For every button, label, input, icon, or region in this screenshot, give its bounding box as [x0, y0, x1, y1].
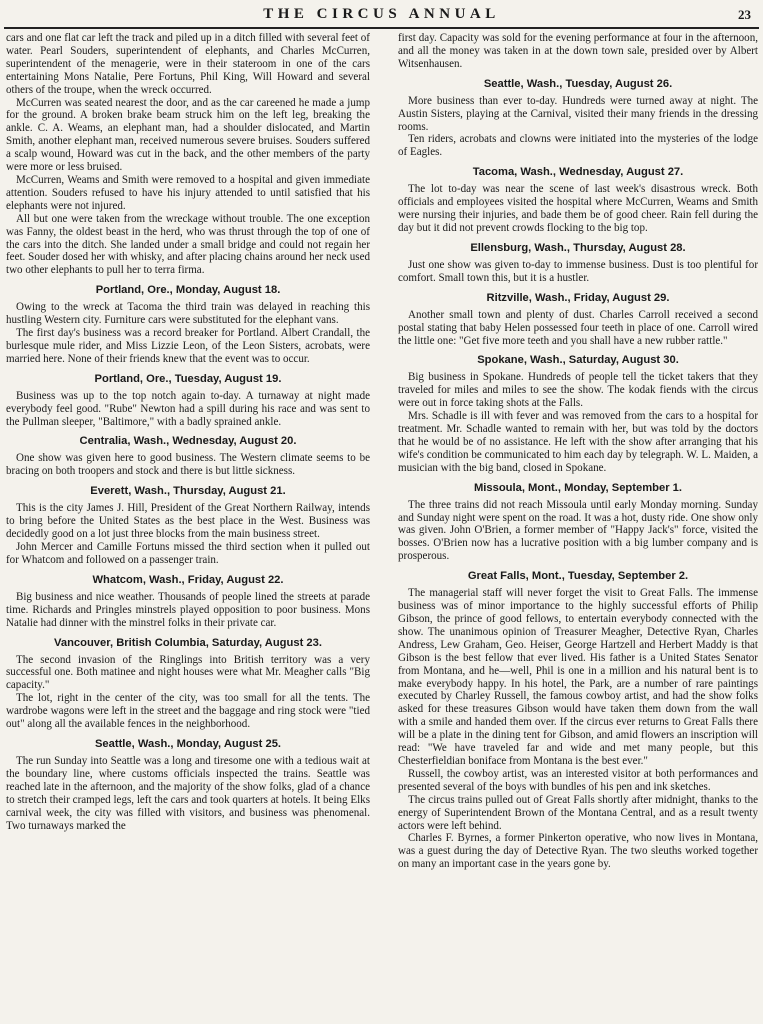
- dated-entry: [398, 242, 758, 285]
- entry-heading: Spokane, Wash., Saturday, August 30.: [477, 354, 679, 367]
- dated-entry: [6, 574, 370, 630]
- body-paragraph: McCurren, Weams and Smith were removed to a hospital and given immediate attention. Souders refused to have his injury attended to until satisfied that his elephants were not injured.: [6, 173, 370, 212]
- body-paragraph: Another small town and plenty of dust. Charles Carroll received a second postal stating that baby Helen possessed four teeth in place of one. Carroll wired the little one: "Get five more teeth and you shall have a new rubber rattle.": [398, 308, 758, 347]
- left-column: [6, 32, 370, 1022]
- body-paragraph: John Mercer and Camille Fortuns missed the third section when it pulled out for Whatcom and followed on a passenger train.: [6, 541, 370, 566]
- body-paragraph: The circus trains pulled out of Great Falls shortly after midnight, thanks to the energy of Superintendent Brown of the Montana Central, and as a result twenty actors were left behind.: [398, 793, 758, 832]
- entry-heading: Missoula, Mont., Monday, September 1.: [473, 481, 683, 494]
- body-paragraph: One show was given here to good business. The Western climate seems to be bracing on both troopers and stock and there is but little sickness.: [6, 452, 370, 478]
- dated-entry: [398, 78, 758, 160]
- body-paragraph: Big business in Spokane. Hundreds of people tell the ticket takers that they traveled for miles and miles to see the show. The kodak fiends with the circus were out in force taking shots at the Falls.: [398, 371, 758, 410]
- entry-heading: Ellensburg, Wash., Thursday, August 28.: [470, 241, 686, 254]
- entry-heading: Centralia, Wash., Wednesday, August 20.: [79, 435, 297, 448]
- body-paragraph: Charles F. Byrnes, a former Pinkerton operative, who now lives in Montana, was a guest during the day of Detective Ryan. The two sleuths worked together on many an important case in the years gone by.: [398, 832, 758, 871]
- body-paragraph: Just one show was given to-day to immense business. Dust is too plentiful for comfort. Small town this, but it is a hustler.: [398, 258, 758, 284]
- dated-entry: [6, 373, 370, 429]
- dated-entry: [398, 482, 758, 564]
- dated-entry: [6, 284, 370, 366]
- body-paragraph: first day. Capacity was sold for the evening performance at four in the afternoon, and all the money was taken in at the down town sale, presided over by Albert Witsenhausen.: [398, 32, 758, 70]
- page-title: THE CIRCUS ANNUAL: [263, 6, 500, 22]
- body-paragraph: Ten riders, acrobats and clowns were initiated into the mysteries of the lodge of Eagles.: [398, 133, 758, 159]
- body-paragraph: The second invasion of the Ringlings into British territory was a very successful one. Both matinee and night houses were what Mr. Meagher calls "Big capacity.": [6, 653, 370, 692]
- dated-entry: [6, 637, 370, 731]
- body-paragraph: The run Sunday into Seattle was a long and tiresome one with a tedious wait at the boundary line, where customs officials inspected the trains. Seattle was reached late in the afternoon, and the majority of the show folks, glad of a chance to stretch their cramped legs, left the cars and took quarters at hotels. It being Elks carnival week, the city was filled with visitors, and business was phenomenal. Two turnaways marked the: [6, 754, 370, 832]
- body-paragraph: Mrs. Schadle is ill with fever and was removed from the cars to a hospital for treatment. Mr. Schadle wanted to remain with her, but was told by the doctors that he would be of no assistance. He left with the show after arranging that his wife's condition be communicated to him each day by telegraph. W. L. Maiden, a musician with the big band, closed in Spokane.: [398, 410, 758, 474]
- entry-heading: Seattle, Wash., Tuesday, August 26.: [483, 77, 673, 90]
- body-paragraph: Big business and nice weather. Thousands of people lined the streets at parade time. Richards and Pringles minstrels played opposition to poor business. Mons Natalie had dinner with the minstrel folks in their private car.: [6, 590, 370, 629]
- body-paragraph: All but one were taken from the wreckage without trouble. The one exception was Fanny, the oldest beast in the herd, who was thrust through the top of one of the cars into the ditch. She landed under a small bridge and could not regain her feet. Souder dosed her with whisky, and after placing chains around her neck used two other elephants to pull her to terra firma.: [6, 212, 370, 277]
- dated-entry: [6, 485, 370, 567]
- body-paragraph: The managerial staff will never forget the visit to Great Falls. The immense business was of minor importance to the highly successful efforts of Philip Gibson, the prince of good fellows, to entertain everybody connected with the show. The unanimous opinion of Treasurer Meagher, Detective Ryan, Charles Andress, Lew Graham, Geo. Heiser, George Hartzell and Herbert Maddy is that Gibson is the best fellow that ever lived. His father is a United States Senator from Montana, and he—well, Phil is one in a million and his natural bent is to make everybody happy. In his hotel, the Park, are a number of rare paintings executed by Charley Russell, the famous cowboy artist, and had the show folks asked for these treasures Gibson would have taken them down from the wall with a smile and handed them over. If the circus ever returns to Great Falls there will be a plate in the dining tent for Gibson, and amid flowers an inscription will read: "We have traveled far and wide and met many people, but this Chesterfieldian boniface from Montana is the best ever.": [398, 587, 758, 767]
- body-paragraph: Business was up to the top notch again to-day. A turnaway at night made everybody feel good. "Rube" Newton had a spill during his race and was sent to the Pullman sleeper, "Baltimore," with a badly sprained ankle.: [6, 389, 370, 428]
- body-paragraph: cars and one flat car left the track and piled up in a ditch filled with several feet of water. Pearl Souders, superintendent of elephants, and Charles McCurren, superintendent of the menagerie, were in their stateroom in one of the cars entertaining Mons Natalie, Pere Fortuns, Phil King, Will Howard and several others of the troupe, when the wreck occurred.: [6, 32, 370, 96]
- entry-heading: Seattle, Wash., Monday, August 25.: [94, 737, 282, 750]
- entry-heading: Portland, Ore., Monday, August 18.: [95, 284, 281, 297]
- body-paragraph: The lot to-day was near the scene of last week's disastrous wreck. Both officials and employees visited the hospital where McCurren, Weams and Smith were nursing their injuries, and bade them be of good cheer. Rain fell during the day but it did not prevent crowds flocking to the big top.: [398, 183, 758, 234]
- header-rule: [4, 27, 759, 29]
- dated-entry: [6, 738, 370, 832]
- entry-heading: Whatcom, Wash., Friday, August 22.: [92, 573, 284, 586]
- entry-heading: Portland, Ore., Tuesday, August 19.: [94, 372, 282, 385]
- body-paragraph: Owing to the wreck at Tacoma the third train was delayed in reaching this hustling Western city. Furniture cars were substituted for the elephant vans.: [6, 301, 370, 327]
- entry-heading: Tacoma, Wash., Wednesday, August 27.: [472, 166, 684, 179]
- page-number: 23: [738, 7, 751, 22]
- body-paragraph: More business than ever to-day. Hundreds were turned away at night. The Austin Sisters, playing at the Carnival, visited their many friends in the dressing rooms.: [398, 94, 758, 133]
- body-paragraph: The lot, right in the center of the city, was too small for all the tents. The wardrobe wagons were left in the street and the baggage and ring stock were "tied out" along all the available fences in the neighborhood.: [6, 692, 370, 731]
- body-paragraph: McCurren was seated nearest the door, and as the car careened he made a jump for the ground. A broken brake beam struck him on the left leg, breaking the ankle. C. A. Weams, an elephant man, had a shoulder dislocated, and Martin Smith, another elephant man, received numerous severe bruises. Souders suffered a scalp wound, Howard was cut in the back, and the other members of the party were more or less bruised.: [6, 96, 370, 174]
- dated-entry: [6, 435, 370, 478]
- body-paragraph: This is the city James J. Hill, President of the Great Northern Railway, intends to bring before the United States as the best place in the West. Business was decidedly good on a lot just three blocks from the main business street.: [6, 502, 370, 541]
- entry-heading: Vancouver, British Columbia, Saturday, August 23.: [54, 636, 322, 649]
- running-head: [0, 6, 763, 26]
- entry-heading: Ritzville, Wash., Friday, August 29.: [486, 291, 670, 304]
- body-paragraph: Russell, the cowboy artist, was an interested visitor at both performances and presented several of the boys with bundles of his pen and ink sketches.: [398, 767, 758, 793]
- dated-entry: [398, 354, 758, 474]
- dated-entry: [398, 570, 758, 871]
- dated-entry: [398, 166, 758, 235]
- body-paragraph: The first day's business was a record breaker for Portland. Albert Crandall, the burlesque mule rider, and Miss Lizzie Leon, of the Leon Sisters, acrobats, were married here. None of their friends knew that the event was to occur.: [6, 327, 370, 365]
- body-paragraph: The three trains did not reach Missoula until early Monday morning. Sunday and Sunday night were spent on the road. It was a hot, dusty ride. One show only was given. John O'Brien, a former member of "Happy Jack's" force, visited the bosses. O'Brien now has a lucrative position with a big lumber company and is prosperous.: [398, 498, 758, 563]
- right-column: [398, 32, 758, 1022]
- entry-heading: Great Falls, Mont., Tuesday, September 2.: [467, 570, 689, 583]
- dated-entry: [398, 292, 758, 348]
- entry-heading: Everett, Wash., Thursday, August 21.: [90, 485, 286, 498]
